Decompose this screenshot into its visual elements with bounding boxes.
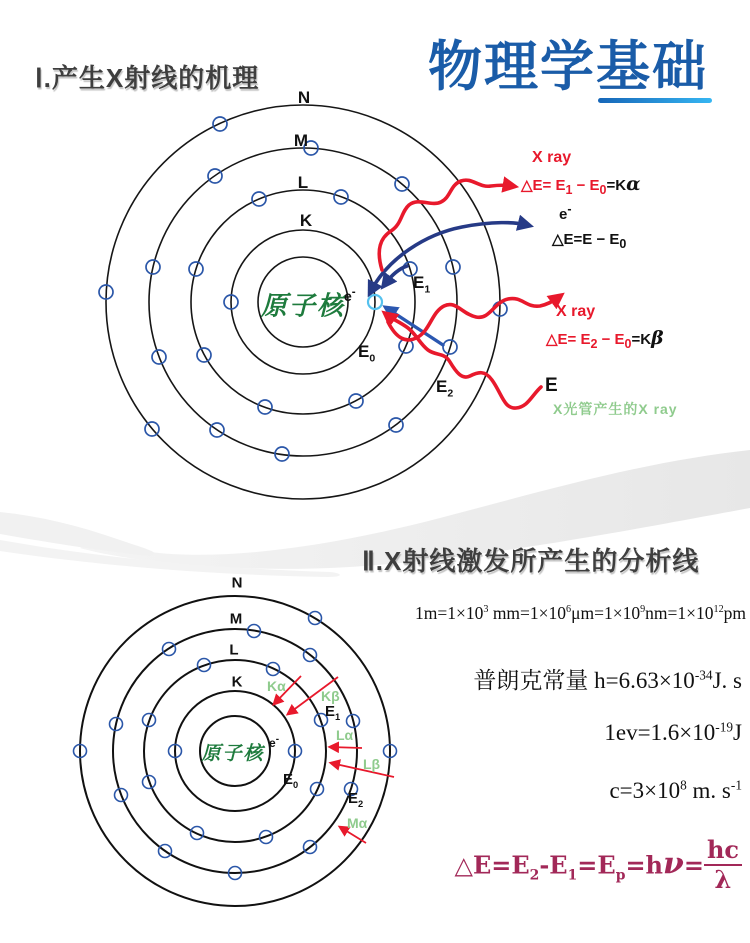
xray-kalpha-equation: △E= $E_1 - E_0=K\alpha$ bbox=[521, 173, 641, 197]
top-label-E1: $E_1$ bbox=[413, 273, 431, 296]
incident-xray-wave bbox=[387, 315, 541, 408]
section2-heading: Ⅱ.X射线激发所产生的分析线 bbox=[362, 546, 700, 576]
electron-beam-arrow bbox=[371, 223, 527, 296]
bottom-label-E2: $E_2$ bbox=[348, 790, 364, 809]
xray-source-label: X光管产生的X ray bbox=[553, 401, 678, 417]
bottom-shell-label-K: K bbox=[231, 673, 243, 691]
title-underline bbox=[598, 98, 712, 103]
malpha-label: Mα bbox=[347, 815, 368, 831]
unit-conversion-formula: $1m=1\times 10^3$ $mm=1\times 10^6\mu m=1\times 10^9nm=1\times 10^{12}pm$ bbox=[415, 603, 746, 623]
scattered-electron-label: e- bbox=[559, 202, 572, 223]
electron-charge: - bbox=[351, 285, 356, 299]
xray-kalpha-label: X ray bbox=[532, 149, 572, 166]
final-energy-equation: $\triangle E=E_2-E_1=E_p=h\nu=$ $\frac{hc}{\lambda}$ bbox=[455, 838, 743, 892]
bottom-nucleus-label: 原子核 bbox=[201, 742, 265, 765]
top-shell-label-L: L bbox=[297, 173, 309, 192]
bottom-electron-label: e- bbox=[269, 734, 280, 750]
bottom-shell-label-L: L bbox=[229, 641, 239, 659]
kbeta-label: Kβ bbox=[321, 688, 340, 704]
electron-volt-formula: $1ev=1.6\times 10^{-19}J$ bbox=[604, 719, 742, 745]
xray-kbeta-equation: △E= $E_2 - E_0=K\beta$ bbox=[546, 327, 664, 351]
top-shell-label-M: M bbox=[293, 131, 309, 150]
bottom-shell-label-N: N bbox=[231, 574, 243, 592]
lalpha-transition-arrow bbox=[330, 747, 362, 748]
bottom-label-E0: $E_0$ bbox=[283, 771, 299, 790]
planck-constant-formula: 普朗克常量 $h=6.63\times 10^{-34}J$. s bbox=[473, 667, 742, 693]
light-speed-formula: $c=3\times 10^8$ m. $s^{-1}$ bbox=[609, 777, 742, 803]
top-shell-label-K: K bbox=[299, 211, 313, 230]
lbeta-label: Lβ bbox=[363, 756, 381, 772]
scattered-electron-equation: △E=E − $E_0$ bbox=[552, 231, 627, 251]
section1-heading: Ⅰ.产生X射线的机理 bbox=[35, 63, 260, 93]
bottom-label-E1: $E_1$ bbox=[325, 703, 341, 722]
top-shell-label-N: N bbox=[297, 88, 311, 107]
incident-energy-label: E bbox=[545, 375, 558, 396]
xray-kbeta-label: X ray bbox=[556, 303, 596, 320]
top-nucleus-label: 原子核 bbox=[260, 291, 346, 322]
electron-symbol: e bbox=[344, 288, 352, 304]
hc-over-lambda-fraction: $\frac{hc}{\lambda}$ bbox=[704, 838, 742, 892]
lalpha-label: Lα bbox=[336, 727, 354, 743]
top-label-E2: $E_2$ bbox=[436, 377, 454, 400]
page-title: 物理学基础 bbox=[428, 37, 708, 97]
bottom-shell-label-M: M bbox=[229, 610, 243, 628]
kalpha-label: Kα bbox=[267, 678, 286, 694]
top-ejected-electron-label bbox=[344, 285, 356, 304]
top-label-E0: $E_0$ bbox=[358, 342, 376, 365]
